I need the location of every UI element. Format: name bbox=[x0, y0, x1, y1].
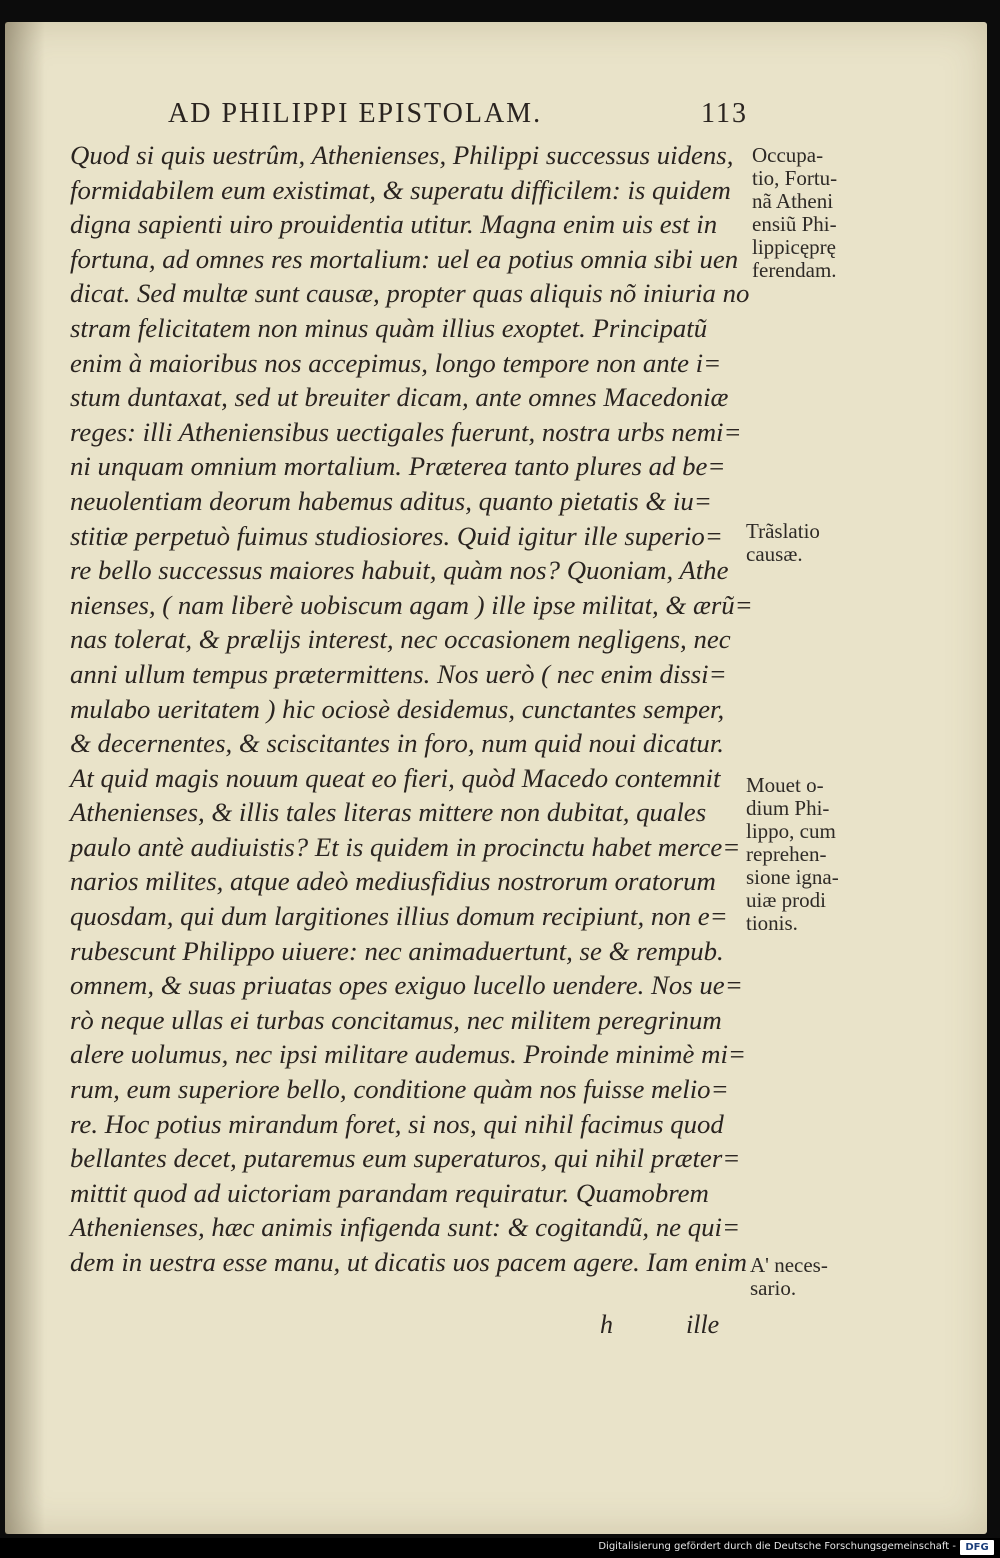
margin-note-occupatio: Occupa- tio, Fortu- nã Atheni ensiũ Phi- lippicęprę ferendam. bbox=[752, 143, 838, 282]
text-line: ni unquam omnium mortalium. Præterea tanto plures ad be= bbox=[70, 451, 726, 482]
running-header bbox=[168, 98, 748, 134]
text-line: rum, eum superiore bello, conditione quàm nos fuisse melio= bbox=[70, 1074, 729, 1105]
text-line: nas tolerat, & prælijs interest, nec occasionem negligens, nec bbox=[70, 624, 731, 655]
text-line: digna sapienti uiro prouidentia utitur. Magna enim uis est in bbox=[70, 209, 718, 240]
text-line: rò neque ullas ei turbas concitamus, nec militem peregrinum bbox=[70, 1004, 722, 1035]
page-gutter-shadow bbox=[5, 22, 45, 1534]
text-line: quosdam, qui dum largitiones illius domum recipiunt, non e= bbox=[70, 901, 728, 932]
catchword: ille bbox=[686, 1310, 720, 1339]
text-line: enim à maioribus nos accepimus, longo tempore non ante i= bbox=[70, 347, 722, 378]
text-line: re. Hoc potius mirandum foret, si nos, qui nihil facimus quod bbox=[70, 1108, 724, 1139]
text-line: stram felicitatem non minus quàm illius exoptet. Principatũ bbox=[70, 312, 708, 343]
text-line: paulo antè audiuistis? Et is quidem in procinctu habet merce= bbox=[70, 831, 741, 862]
text-line: Athenienses, & illis tales literas mittere non dubitat, quales bbox=[70, 797, 707, 828]
text-line: alere uolumus, nec ipsi militare audemus. Proinde minimè mi= bbox=[70, 1039, 747, 1070]
text-line: At quid magis nouum queat eo fieri, quòd Macedo contemnit bbox=[70, 762, 721, 793]
margin-note-translatio: Trãslatio causæ. bbox=[746, 519, 820, 566]
text-line: Athenienses, hæc animis infigenda sunt: & cogitandũ, ne qui= bbox=[70, 1212, 741, 1243]
text-line: anni ullum tempus prætermittens. Nos uerò ( nec enim dissi= bbox=[70, 658, 727, 689]
text-line: dicat. Sed multæ sunt causæ, propter quas aliquis nõ iniuria no bbox=[70, 278, 750, 309]
text-line: re bello successus maiores habuit, quàm nos? Quoniam, Athe bbox=[70, 555, 729, 586]
text-line: rubescunt Philippo uiuere: nec animaduertunt, se & rempub. bbox=[70, 935, 724, 966]
text-line: neuolentiam deorum habemus aditus, quanto pietatis & iu= bbox=[70, 485, 712, 516]
footer-bar bbox=[0, 1538, 1000, 1558]
text-line: formidabilem eum existimat, & superatu difficilem: is quidem bbox=[70, 174, 731, 205]
text-line: stitiæ perpetuò fuimus studiosiores. Quid igitur ille superio= bbox=[70, 520, 723, 551]
text-line: omnem, & suas priuatas opes exiguo lucello uendere. Nos ue= bbox=[70, 970, 743, 1001]
text-line: stum duntaxat, sed ut breuiter dicam, ante omnes Macedoniæ bbox=[70, 382, 729, 413]
text-line: & decernentes, & sciscitantes in foro, num quid noui dicatur. bbox=[70, 728, 724, 759]
text-line: dem in uestra esse manu, ut dicatis uos pacem agere. Iam enim bbox=[70, 1247, 748, 1277]
text-line: mulabo ueritatem ) hic ociosè desidemus, cunctantes semper, bbox=[70, 693, 725, 724]
text-line: reges: illi Atheniensibus uectigales fuerunt, nostra urbs nemi= bbox=[70, 416, 742, 447]
funding-notice: Digitalisierung gefördert durch die Deutsche Forschungsgemeinschaft - bbox=[598, 1541, 956, 1552]
text-line: fortuna, ad omnes res mortalium: uel ea potius omnia sibi uen bbox=[70, 243, 739, 274]
margin-note-necessario: A' neces- sario. bbox=[750, 1253, 828, 1300]
text-line: narios milites, atque adeò mediusfidius nostrorum oratorum bbox=[70, 866, 716, 897]
margin-note-mouet: Mouet o- dium Phi- lippo, cum reprehen- sione igna- uiæ prodi tionis. bbox=[746, 773, 839, 935]
main-text-block bbox=[70, 138, 753, 1280]
signature-mark: h bbox=[600, 1310, 613, 1339]
text-line: nienses, ( nam liberè uobiscum agam ) ille ipse militat, & ærũ= bbox=[70, 589, 753, 620]
page-number: 113 bbox=[701, 98, 748, 129]
text-line: mittit quod ad uictoriam parandam requiratur. Quamobrem bbox=[70, 1177, 709, 1208]
running-title: AD PHILIPPI EPISTOLAM. bbox=[168, 98, 543, 129]
text-line: Quod si quis uestrûm, Athenienses, Philippi successus uidens, bbox=[70, 140, 734, 170]
dfg-logo: DFG bbox=[960, 1540, 994, 1555]
text-line: bellantes decet, putaremus eum superaturos, qui nihil præter= bbox=[70, 1143, 741, 1174]
